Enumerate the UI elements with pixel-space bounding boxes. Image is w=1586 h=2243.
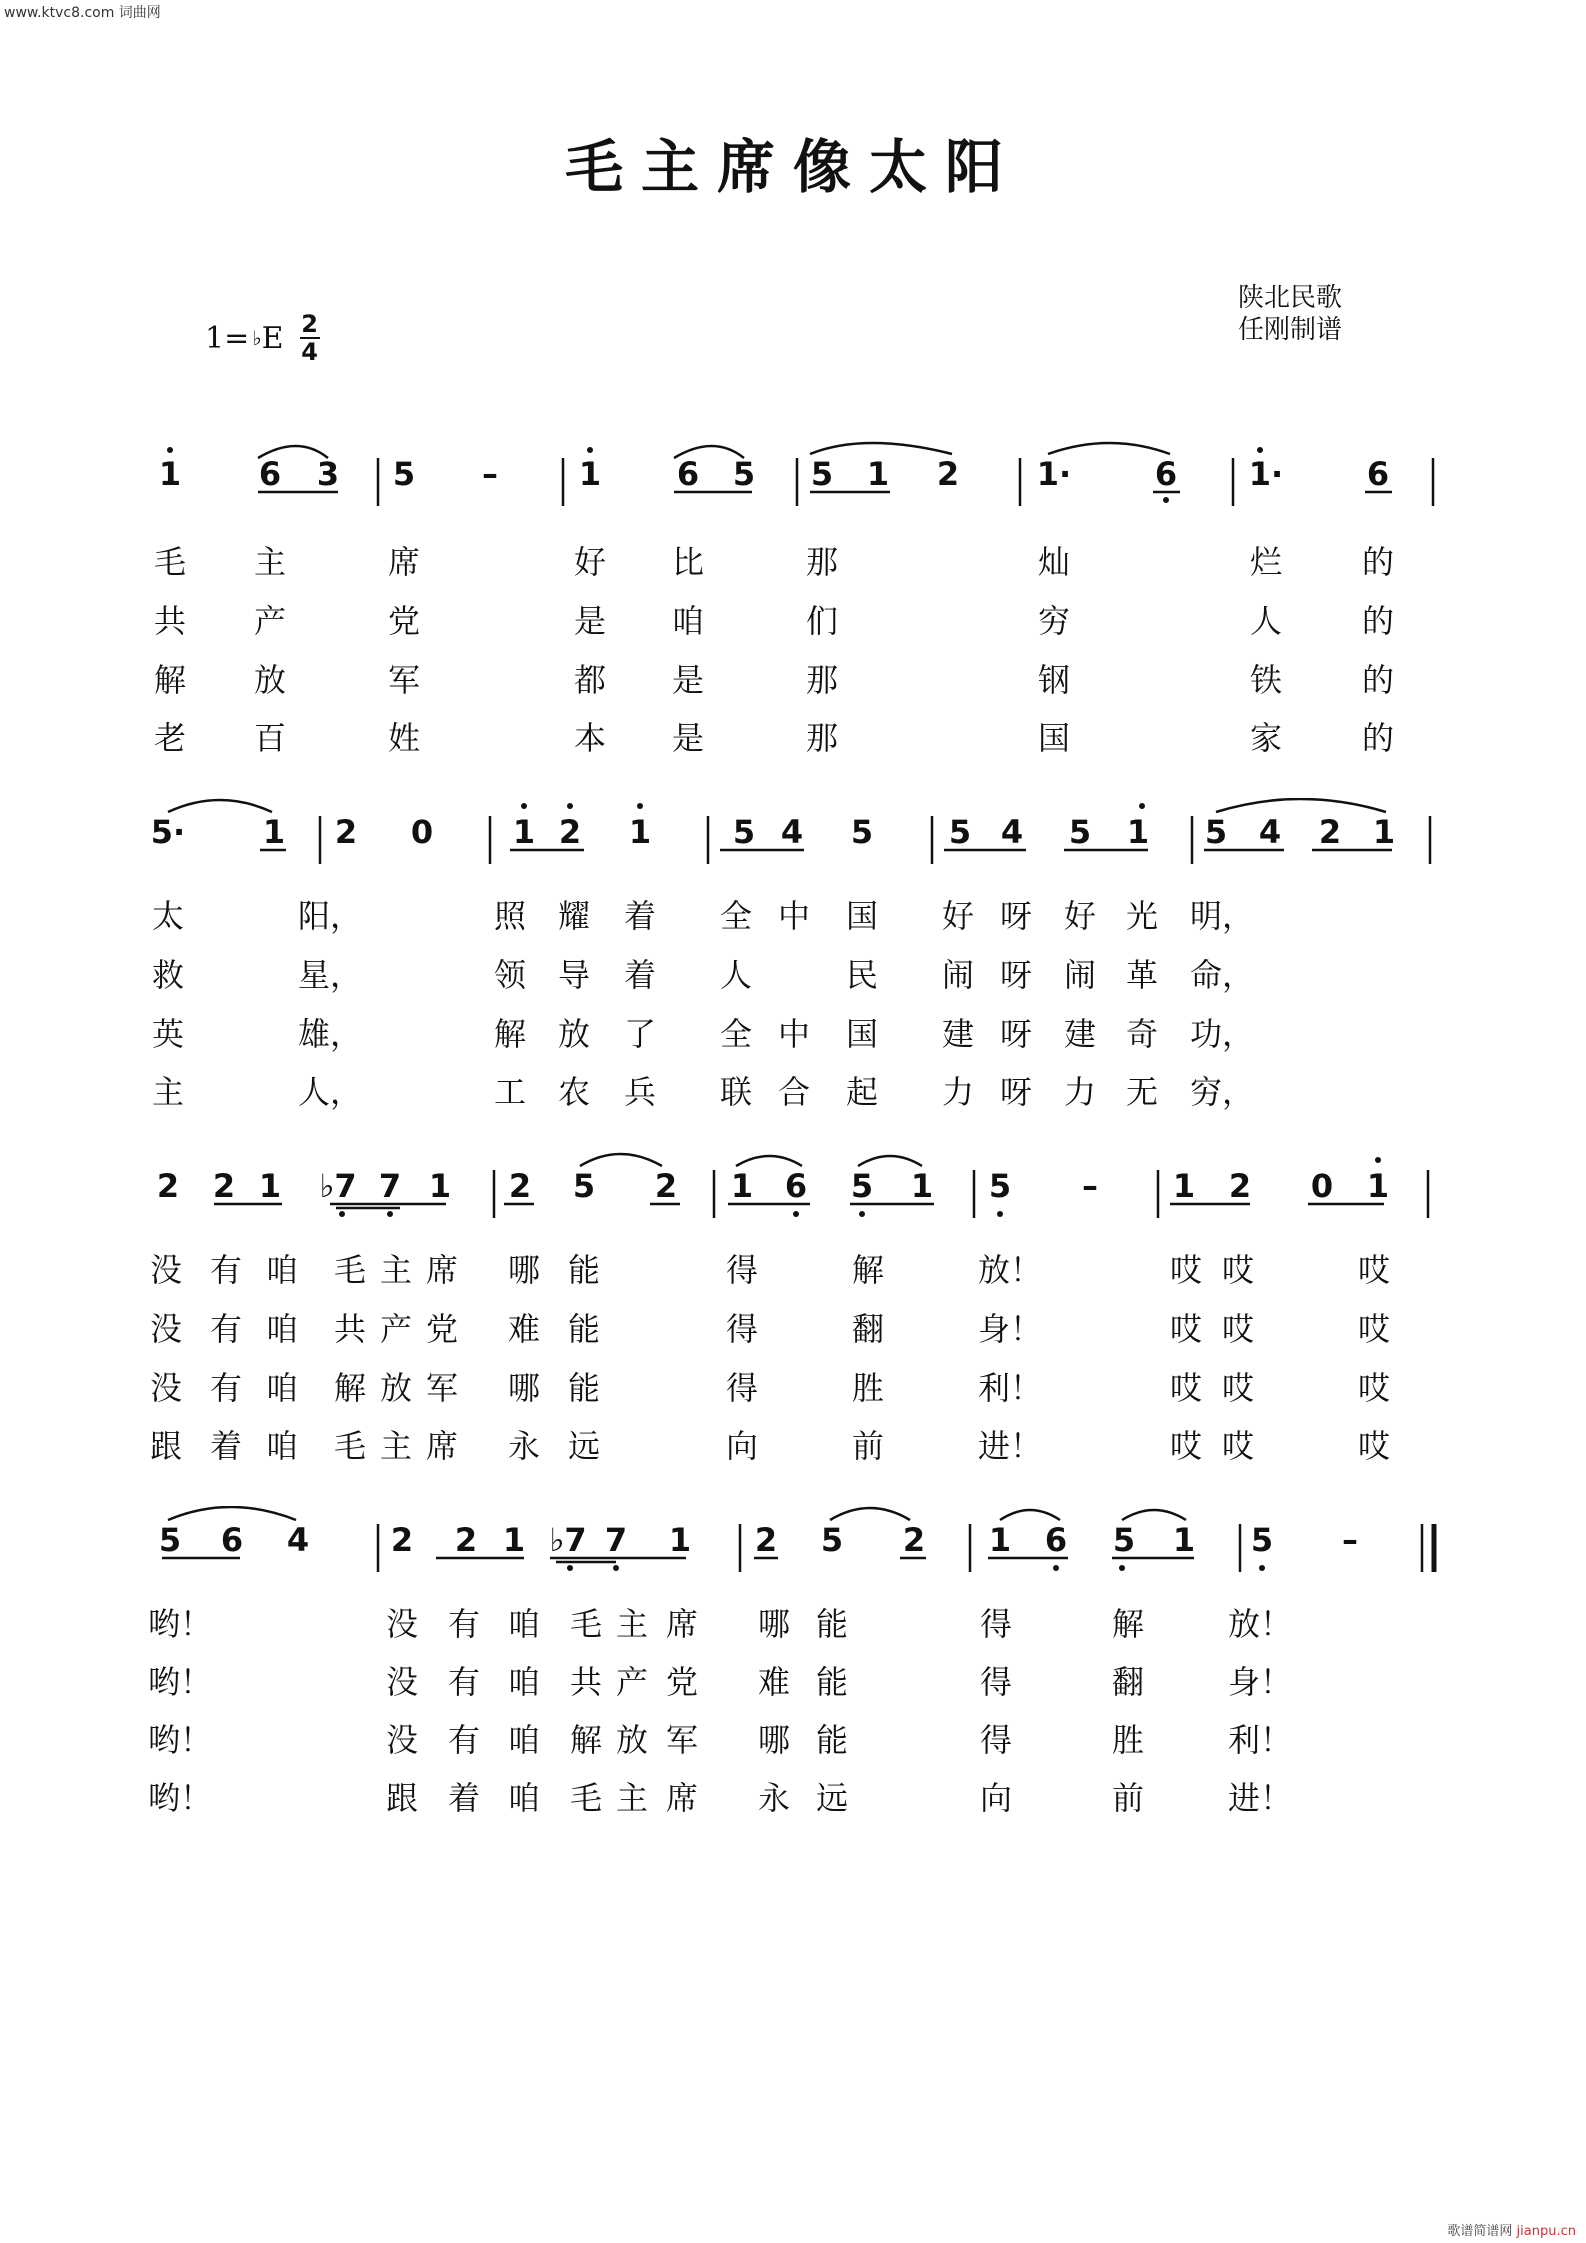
lyric: 咱 [671,602,705,640]
lyric: 军 [387,661,421,699]
lyrics-row-2-verse-1 [0,896,1586,952]
note: 1 [428,1167,452,1205]
lyric: 军 [665,1721,699,1759]
lyric: 们 [805,602,839,640]
lyric: 了 [623,1015,657,1053]
lyric: 百 [253,719,287,757]
note: 4 [286,1521,310,1559]
lyric: 远 [815,1779,849,1817]
note: 2 [454,1521,478,1559]
lyric: 产 [615,1663,649,1701]
lyric: 能 [567,1369,601,1407]
lyric: 席 [665,1605,699,1643]
note: ♭7 [549,1521,587,1559]
lyric: 翻 [851,1310,885,1348]
lyric: 毛 [569,1779,603,1817]
lyrics-row-4-verse-3 [0,1720,1586,1776]
key-prefix: 1= [205,320,250,356]
note: 5 [810,455,834,493]
lyric: 咱 [265,1251,299,1289]
key-signature [205,312,320,364]
lyrics-row-3-verse-2 [0,1309,1586,1365]
note: 5 [850,813,874,851]
note: 1 [1172,1167,1196,1205]
lyric: 有 [447,1721,481,1759]
note: 4 [780,813,804,851]
lyric: 得 [979,1663,1013,1701]
lyric: 共 [153,602,187,640]
lyric: 利！ [977,1369,1043,1407]
lyric: 能 [815,1663,849,1701]
lyric: 铁 [1249,661,1283,699]
lyric: 前 [1111,1779,1145,1817]
lyric: 着 [623,897,657,935]
note: 5· [150,813,186,851]
lyric: 哪 [757,1721,791,1759]
lyric: 起 [845,1073,879,1111]
lyric: 席 [425,1251,459,1289]
lyric: 是 [671,719,705,757]
lyric: 星， [297,956,363,994]
lyric: 是 [671,661,705,699]
lyric: 哎 [1169,1427,1203,1465]
lyric: 难 [507,1310,541,1348]
lyric: 有 [447,1605,481,1643]
lyrics-row-3-verse-1 [0,1250,1586,1306]
lyrics-row-3-verse-3 [0,1368,1586,1424]
note: 6 [220,1521,244,1559]
note: 1 [502,1521,526,1559]
lyric: 咱 [265,1369,299,1407]
lyric: 哟！ [147,1605,213,1643]
lyric: 光 [1125,897,1159,935]
lyric: 穷， [1189,1073,1255,1111]
watermark-bottom-text: 歌谱简谱网 [1447,2224,1513,2239]
note: 1 [1372,813,1396,851]
lyric: 合 [777,1073,811,1111]
watermark-top: www.ktvc8.com 词曲网 [4,5,161,21]
lyric: 党 [387,602,421,640]
lyric: 阳， [297,897,363,935]
note: 2 [390,1521,414,1559]
lyric: 哪 [757,1605,791,1643]
lyric: 导 [557,956,591,994]
lyric: 得 [725,1369,759,1407]
note: 3 [316,455,340,493]
lyric: 都 [573,661,607,699]
lyric: 向 [979,1779,1013,1817]
lyric: 中 [777,897,811,935]
lyric: 跟 [149,1427,183,1465]
credits [1238,282,1342,346]
lyric: 闹 [941,956,975,994]
note: 7 [378,1167,402,1205]
note: 2 [212,1167,236,1205]
lyric: 跟 [385,1779,419,1817]
lyric: 解 [851,1251,885,1289]
lyrics-row-2-verse-4 [0,1072,1586,1128]
lyric: 命， [1189,956,1255,994]
watermark-bottom [1447,2220,1576,2239]
note: 1 [730,1167,754,1205]
note: 1· [1248,455,1284,493]
lyric: 哎 [1357,1251,1391,1289]
lyric: 着 [209,1427,243,1465]
note: 1 [866,455,890,493]
lyric: 咱 [507,1779,541,1817]
lyric: 胜 [851,1369,885,1407]
lyric: 哟！ [147,1721,213,1759]
note: 6 [1044,1521,1068,1559]
lyric: 席 [387,543,421,581]
lyric: 烂 [1249,543,1283,581]
lyric: 好 [573,543,607,581]
lyric: 毛 [333,1251,367,1289]
lyric: 全 [719,897,753,935]
lyric: 翻 [1111,1663,1145,1701]
lyrics-row-1-verse-1 [0,542,1586,598]
note: 5 [1112,1521,1136,1559]
note: 1 [1126,813,1150,851]
lyric: 建 [1063,1015,1097,1053]
lyrics-row-4-verse-1 [0,1604,1586,1660]
lyric: 奇 [1125,1015,1159,1053]
note: 2 [156,1167,180,1205]
note: 5 [988,1167,1012,1205]
lyric: 呀 [999,1015,1033,1053]
note: 1 [1172,1521,1196,1559]
note: 5 [572,1167,596,1205]
note: 1 [668,1521,692,1559]
note: 1 [158,455,182,493]
lyric: 民 [845,956,879,994]
lyric: 前 [851,1427,885,1465]
lyric: 党 [665,1663,699,1701]
lyric: 哎 [1169,1251,1203,1289]
lyric: 向 [725,1427,759,1465]
lyric: 主 [615,1779,649,1817]
lyric: 胜 [1111,1721,1145,1759]
lyric: 呀 [999,1073,1033,1111]
note: 0 [1310,1167,1334,1205]
lyric: 好 [1063,897,1097,935]
lyric: 姓 [387,719,421,757]
lyric: 哟！ [147,1663,213,1701]
credit-origin: 陕北民歌 [1238,283,1343,313]
lyric: 共 [333,1310,367,1348]
note: 1 [512,813,536,851]
lyric: 哎 [1221,1310,1255,1348]
lyric: 咱 [265,1310,299,1348]
lyric: 能 [567,1310,601,1348]
lyric: 工 [493,1073,527,1111]
lyric: 解 [333,1369,367,1407]
lyric: 产 [379,1310,413,1348]
lyrics-row-1-verse-2 [0,601,1586,657]
lyric: 毛 [153,543,187,581]
note: 2 [936,455,960,493]
flat-icon: ♭ [252,326,262,350]
lyric: 无 [1125,1073,1159,1111]
lyric: 主 [379,1427,413,1465]
lyric: 主 [253,543,287,581]
lyric: 咱 [507,1721,541,1759]
lyric: 国 [845,1015,879,1053]
lyric: 建 [941,1015,975,1053]
lyrics-row-4-verse-4 [0,1778,1586,1834]
note: 5 [1068,813,1092,851]
lyric: 全 [719,1015,753,1053]
lyric: 毛 [569,1605,603,1643]
lyric: 没 [149,1310,183,1348]
lyric: 英 [151,1015,185,1053]
lyric: 咱 [507,1663,541,1701]
note: 1· [1036,455,1072,493]
lyric: 解 [153,661,187,699]
lyric: 得 [979,1721,1013,1759]
lyric: 主 [151,1073,185,1111]
lyric: 老 [153,719,187,757]
note: – [1082,1167,1098,1205]
lyric: 毛 [333,1427,367,1465]
lyric: 解 [569,1721,603,1759]
lyric: 功， [1189,1015,1255,1053]
lyric: 灿 [1037,543,1071,581]
lyric: 哎 [1357,1369,1391,1407]
lyric: 没 [149,1369,183,1407]
lyric: 哎 [1221,1251,1255,1289]
lyric: 能 [815,1721,849,1759]
note: 6 [784,1167,808,1205]
note: 2 [1318,813,1342,851]
lyric: 哎 [1357,1427,1391,1465]
lyric: 放 [379,1369,413,1407]
lyric: 哟！ [147,1779,213,1817]
lyric: 放！ [977,1251,1043,1289]
lyric: 没 [149,1251,183,1289]
note: – [1342,1521,1358,1559]
lyric: 比 [671,543,705,581]
note: 2 [508,1167,532,1205]
note: 5 [850,1167,874,1205]
lyric: 耀 [557,897,591,935]
lyric: 家 [1249,719,1283,757]
note: 5 [820,1521,844,1559]
lyric: 国 [1037,719,1071,757]
lyric: 太 [151,897,185,935]
note: 2 [754,1521,778,1559]
lyric: 钢 [1037,661,1071,699]
lyric: 放 [557,1015,591,1053]
note: 5 [1204,813,1228,851]
lyric: 中 [777,1015,811,1053]
lyric: 哎 [1169,1369,1203,1407]
lyrics-row-4-verse-2 [0,1662,1586,1718]
lyric: 能 [567,1251,601,1289]
lyric: 没 [385,1721,419,1759]
lyric: 有 [209,1251,243,1289]
note: 1 [262,813,286,851]
note: 1 [910,1167,934,1205]
lyric: 哎 [1221,1427,1255,1465]
song-title: 毛主席像太阳 [564,133,1021,201]
lyric: 力 [1063,1073,1097,1111]
lyric: 利！ [1227,1721,1293,1759]
lyric: 远 [567,1427,601,1465]
lyric: 的 [1361,661,1395,699]
note: 1 [1366,1167,1390,1205]
lyric: 永 [507,1427,541,1465]
lyric: 党 [425,1310,459,1348]
lyric: 得 [725,1251,759,1289]
lyric: 救 [151,956,185,994]
lyrics-row-2-verse-2 [0,955,1586,1011]
lyric: 主 [615,1605,649,1643]
lyric: 产 [253,602,287,640]
lyric: 共 [569,1663,603,1701]
lyrics-row-1-verse-3 [0,660,1586,716]
note: 5 [732,813,756,851]
lyric: 得 [725,1310,759,1348]
lyric: 席 [665,1779,699,1817]
lyric: 呀 [999,956,1033,994]
time-signature [300,312,320,364]
note: 4 [1000,813,1024,851]
note: 7 [604,1521,628,1559]
lyric: 雄， [297,1015,363,1053]
note: 2 [902,1521,926,1559]
lyric: 人， [297,1073,363,1111]
lyric: 没 [385,1663,419,1701]
note: 5 [732,455,756,493]
lyric: 身！ [977,1310,1043,1348]
note: 5 [158,1521,182,1559]
key-note: E [261,320,284,356]
note: 4 [1258,813,1282,851]
note: 6 [676,455,700,493]
lyric: 放 [253,661,287,699]
note: 1 [578,455,602,493]
lyric: 人 [1249,602,1283,640]
lyric: 哪 [507,1369,541,1407]
lyric: 哎 [1169,1310,1203,1348]
lyric: 的 [1361,602,1395,640]
lyric: 呀 [999,897,1033,935]
lyric: 放！ [1227,1605,1293,1643]
lyric: 明， [1189,897,1255,935]
lyric: 永 [757,1779,791,1817]
note: 0 [410,813,434,851]
lyric: 席 [425,1427,459,1465]
lyric: 军 [425,1369,459,1407]
lyric: 咱 [265,1427,299,1465]
lyric: 国 [845,897,879,935]
lyric: 照 [493,897,527,935]
lyric: 难 [757,1663,791,1701]
note: – [482,455,498,493]
note: 2 [1228,1167,1252,1205]
lyric: 主 [379,1251,413,1289]
lyric: 力 [941,1073,975,1111]
lyric: 那 [805,661,839,699]
note: 1 [988,1521,1012,1559]
note: 1 [258,1167,282,1205]
note: 6 [258,455,282,493]
lyric: 进！ [977,1427,1043,1465]
lyric: 领 [493,956,527,994]
note: 5 [948,813,972,851]
lyric: 有 [209,1310,243,1348]
lyric: 没 [385,1605,419,1643]
lyric: 农 [557,1073,591,1111]
note: 5 [1250,1521,1274,1559]
lyric: 有 [447,1663,481,1701]
lyrics-row-1-verse-4 [0,718,1586,774]
note: 6 [1366,455,1390,493]
lyric: 哪 [507,1251,541,1289]
lyric: 是 [573,602,607,640]
lyric: 的 [1361,719,1395,757]
lyric: 着 [447,1779,481,1817]
lyric: 身！ [1227,1663,1293,1701]
lyric: 有 [209,1369,243,1407]
credit-arranger: 任刚制谱 [1238,315,1343,345]
lyric: 那 [805,543,839,581]
lyric: 哎 [1221,1369,1255,1407]
lyrics-row-2-verse-3 [0,1014,1586,1070]
note: ♭7 [319,1167,357,1205]
lyric: 联 [719,1073,753,1111]
lyric: 兵 [623,1073,657,1111]
lyric: 好 [941,897,975,935]
lyric: 本 [573,719,607,757]
lyric: 着 [623,956,657,994]
lyric: 能 [815,1605,849,1643]
watermark-bottom-site: jianpu.cn [1516,2224,1576,2239]
note: 2 [334,813,358,851]
lyric: 放 [615,1721,649,1759]
note: 2 [654,1167,678,1205]
note: 5 [392,455,416,493]
note: 6 [1154,455,1178,493]
lyric: 穷 [1037,602,1071,640]
lyric: 人 [719,956,753,994]
lyric: 得 [979,1605,1013,1643]
lyric: 那 [805,719,839,757]
lyric: 的 [1361,543,1395,581]
note: 1 [628,813,652,851]
lyric: 进！ [1227,1779,1293,1817]
lyric: 闹 [1063,956,1097,994]
time-bottom: 4 [301,338,318,366]
lyric: 咱 [507,1605,541,1643]
lyrics-row-3-verse-4 [0,1426,1586,1482]
note: 2 [558,813,582,851]
lyric: 解 [493,1015,527,1053]
time-top: 2 [301,310,318,338]
lyric: 革 [1125,956,1159,994]
lyric: 哎 [1357,1310,1391,1348]
lyric: 解 [1111,1605,1145,1643]
